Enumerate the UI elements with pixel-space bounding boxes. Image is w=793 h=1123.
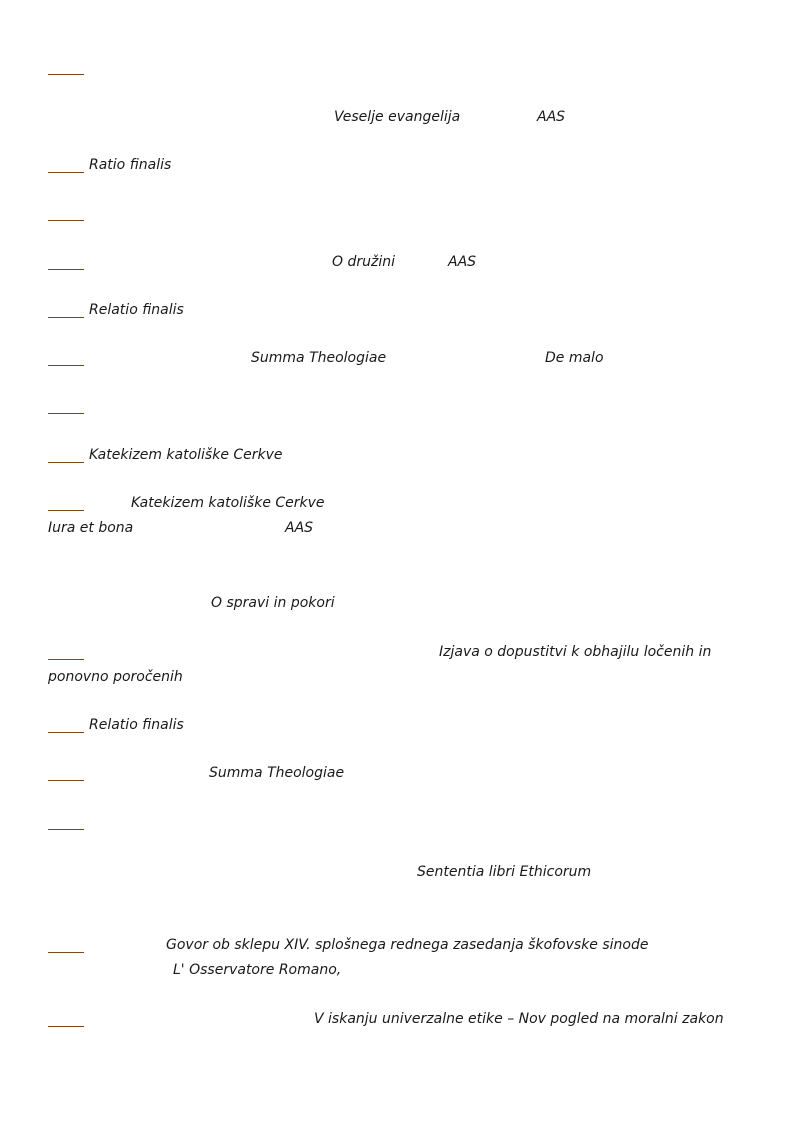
footnote-rule [48,172,84,173]
title-izjava-continued: ponovno poročenih [48,669,183,685]
footnote-rule [48,732,84,733]
title-v-iskanju: V iskanju univerzalne etike – Nov pogled na moralni zakon [314,1011,724,1027]
title-sententia: Sententia libri Ethicorum [417,864,592,880]
title-o-spravi-in-pokori: O spravi in pokori [211,595,335,611]
title-katekizem: Katekizem katoliške Cerkve [131,495,325,511]
title-summa-theologiae: Summa Theologiae [209,765,345,781]
title-o-druzini: O družini [332,254,395,270]
title-katekizem: Katekizem katoliške Cerkve [89,447,283,463]
title-iura-et-bona: Iura et bona [48,520,134,536]
footnote-rule [48,220,84,221]
title-relatio-finalis: Relatio finalis [89,302,184,318]
title-summa-theologiae: Summa Theologiae [251,350,387,366]
title-osservatore-romano: L' Osservatore Romano, [173,962,342,978]
title-aas: AAS [285,520,314,536]
footnote-rule [48,317,84,318]
title-ratio-finalis: Ratio finalis [89,157,172,173]
title-veselje-evangelija: Veselje evangelija [334,109,461,125]
footnote-rule [48,462,84,463]
footnote-rule [48,952,84,953]
footnote-rule [48,510,84,511]
footnote-rule [48,780,84,781]
footnote-rule [48,74,84,75]
title-aas: AAS [448,254,477,270]
title-aas: AAS [537,109,566,125]
title-izjava: Izjava o dopustitvi k obhajilu ločenih in [439,644,712,660]
footnote-rule [48,659,84,660]
footnote-rule [48,269,84,270]
title-de-malo: De malo [545,350,604,366]
footnote-rule [48,413,84,414]
footnote-rule [48,829,84,830]
footnote-rule [48,365,84,366]
title-govor: Govor ob sklepu XIV. splošnega rednega zasedanja škofovske sinode [166,937,649,953]
title-relatio-finalis: Relatio finalis [89,717,184,733]
footnote-rule [48,1026,84,1027]
